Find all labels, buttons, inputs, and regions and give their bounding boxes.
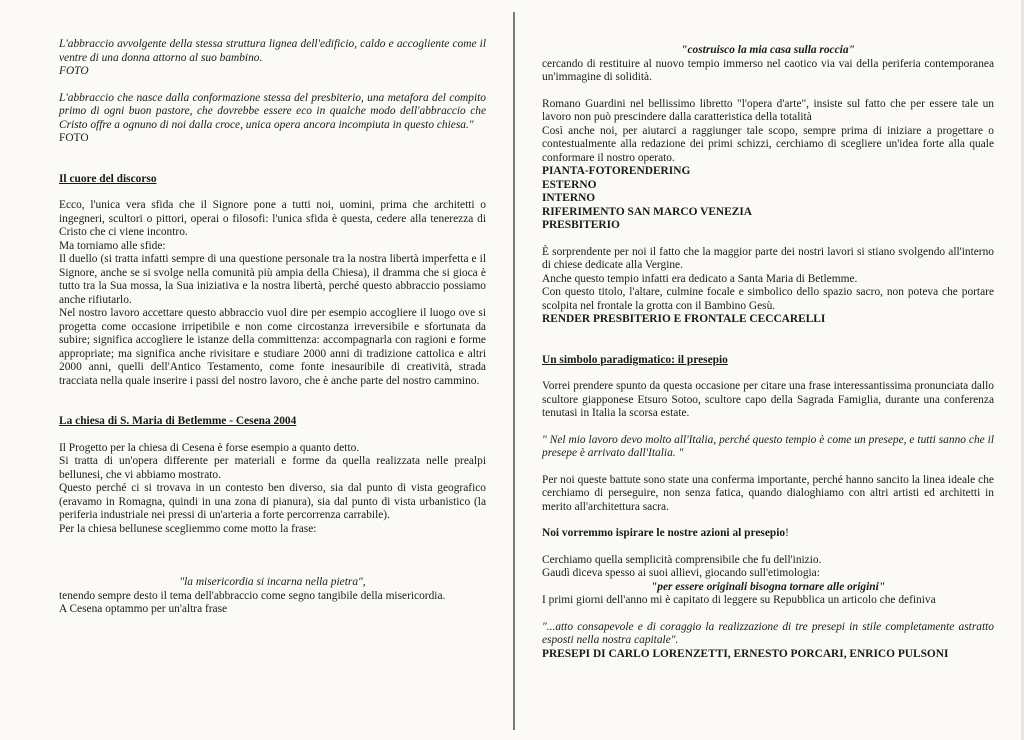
caption-item: PRESBITERIO: [542, 219, 620, 231]
section-heading: Un simbolo paradigmatico: il presepio: [542, 353, 728, 366]
paragraph: Il duello (si tratta infatti sempre di una questione personale tra la nostra libertà imperfetta e il Signore, anche se si svolge nella comunità più ampia della Chiesa), il dramma che si gioca è tutto tra la Sua mossa, la Sua iniziativa e la nostra libertà, perché questo abbraccio possiamo anche rifiutarlo.: [59, 253, 486, 306]
quote: " Nel mio lavoro devo molto all'Italia, perché questo tempio è come un presepe, e tutti sanno che il presepe è arrivato dall'Italia. ": [542, 433, 994, 459]
paragraph: L'abbraccio che nasce dalla conformazione stessa del presbiterio, una metafora del compito primo di ogni buon pastore, che dovrebbe essere eco in qualche modo dell'abbraccio che Cristo offre a ognuno di noi dalla croce, unica opera ancora incompiuta in questo chiesa.": [59, 91, 486, 131]
section-heading: La chiesa di S. Maria di Betlemme - Cesena 2004: [59, 415, 297, 427]
paragraph: L'abbraccio avvolgente della stessa struttura lignea dell'edificio, caldo e accogliente come il ventre di una donna attorno al suo bambino.: [59, 38, 486, 64]
paragraph: Anche questo tempio infatti era dedicato a Santa Maria di Betlemme.: [542, 272, 858, 285]
emphasis-text: Noi vorremmo ispirare le nostre azioni al presepio: [542, 527, 786, 539]
paragraph: Per noi queste battute sono state una conferma importante, perché hanno sancito la linea ideale che cerchiamo di perseguire, non senza fatica, quando dialoghiamo con altri artisti ed architetti in merito all'architettura sacra.: [542, 473, 994, 513]
caption-item: INTERNO: [542, 192, 596, 204]
caption-item: PRESEPI DI CARLO LORENZETTI, ERNESTO PORCARI, ENRICO PULSONI: [542, 647, 949, 660]
paragraph: tenendo sempre desto il tema dell'abbraccio come segno tangibile della misericordia.: [59, 589, 446, 602]
caption-item: RENDER PRESBITERIO E FRONTALE CECCARELLI: [542, 313, 826, 325]
caption-item: ESTERNO: [542, 178, 597, 191]
photo-placeholder: FOTO: [59, 132, 89, 144]
caption-item: PIANTA-FOTORENDERING: [542, 165, 691, 177]
paragraph: Con questo titolo, l'altare, culmine focale e simbolico dello spazio sacro, non poteva che portare scolpita nel frontale la grotta con il Bambino Gesù.: [542, 286, 994, 312]
paragraph: I primi giorni dell'anno mi è capitato di leggere su Repubblica un articolo che definiva: [542, 594, 936, 606]
quote: "...atto consapevole e di coraggio la realizzazione di tre presepi in stile completamente astratto esposti nella nostra capitale".: [542, 620, 994, 646]
paragraph: Gaudì diceva spesso ai suoi allievi, giocando sull'etimologia:: [542, 567, 820, 579]
paragraph: Cerchiamo quella semplicità comprensibile che fu dell'inizio.: [542, 553, 822, 566]
right-page: [514, 0, 1024, 740]
paragraph: Vorrei prendere spunto da questa occasione per citare una frase interessantissima pronunciata dallo scultore giapponese Etsuro Sotoo, scultore capo della Sagrada Famiglia, durante una conferenza tenutasi in Italia la scorsa estate.: [542, 380, 994, 419]
caption-item: RIFERIMENTO SAN MARCO VENEZIA: [542, 205, 753, 218]
exclamation: !: [785, 527, 789, 539]
paragraph: A Cesena optammo per un'altra frase: [59, 603, 228, 615]
motto-quote: "la misericordia si incarna nella pietra",: [179, 576, 366, 588]
paragraph: Questo perché ci si trovava in un contesto ben diverso, sia dal punto di vista geografico (eravamo in Romagna, quindi in una zona di pianura), sia dal punto di vista urbanistico (la periferia industriale nei pressi di un'arteria a forte percorrenza carrabile).: [59, 482, 486, 521]
motto-quote: "costruisco la mia casa sulla roccia": [681, 44, 855, 56]
section-heading: Il cuore del discorso: [59, 172, 157, 185]
photo-placeholder: FOTO: [59, 65, 89, 77]
paragraph: È sorprendente per noi il fatto che la maggior parte dei nostri lavori si stiano svolgendo all'interno di chiese dedicate alla Vergine.: [542, 245, 994, 271]
paragraph: Così anche noi, per aiutarci a raggiunger tale scopo, sempre prima di iniziare a progettare o contestualmente alla redazione dei primi schizzi, cerchiamo di scegliere un'idea forte alla quale conformare il nostro operato.: [542, 124, 994, 164]
paragraph: Il Progetto per la chiesa di Cesena è forse esempio a quanto detto.: [59, 441, 360, 454]
motto-quote: "per essere originali bisogna tornare alle origini": [650, 580, 886, 593]
paragraph: Ma torniamo alle sfide:: [59, 239, 166, 252]
paragraph: Ecco, l'unica vera sfida che il Signore pone a tutti noi, uomini, prima che architetti o ingegneri, scultori o pittori, operai o filosofi: l'unica sfida è questa, cedere alla tenerezza di Cristo che ci viene incontro.: [59, 199, 486, 238]
paragraph: Per la chiesa bellunese scegliemmo come motto la frase:: [59, 522, 317, 535]
paragraph: cercando di restituire al nuovo tempio immerso nel caotico via vai della periferia contemporanea un'immagine di solidità.: [542, 57, 994, 83]
paragraph: Nel nostro lavoro accettare questo abbraccio vuol dire per esempio accogliere il luogo ove si progetta come occasione irripetibile e non come circostanza irreversibile e sfortunata da subire; significa accogliere le istanze della committenza: accompagnarla con ragioni e forme appropriate; ma significa anche rivisitare e studiare 2000 anni di tradizione cattolica e altri 2000 anni, quelli dell'Antico Testamento, come fonte inesauribile di creatività, strada tracciata nella quale inserire i passi del nostro lavoro, che è anche parte del nostro cammino.: [59, 307, 486, 387]
paragraph: [542, 527, 994, 541]
paragraph: Si tratta di un'opera differente per materiali e forme da quella realizzata nelle prealpi bellunesi, che vi abbiamo mostrato.: [59, 455, 486, 481]
paragraph: Romano Guardini nel bellissimo libretto "l'opera d'arte", insiste sul fatto che per essere tale un lavoro non può prescindere dalla caratteristica della totalità: [542, 97, 994, 123]
